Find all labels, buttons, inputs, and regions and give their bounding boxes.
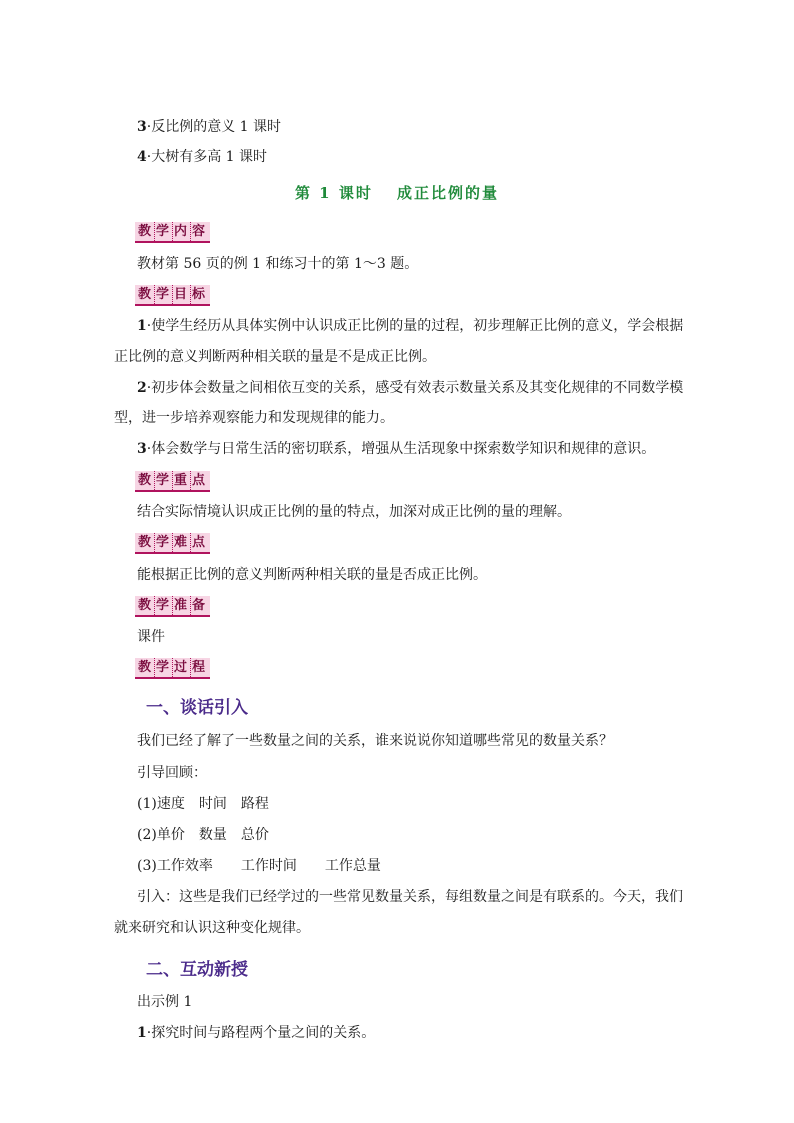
part2-show: 出示例 1 bbox=[137, 994, 193, 1010]
badge-char: 难 bbox=[174, 535, 190, 550]
section-badge-process bbox=[135, 658, 210, 679]
badge-char: 学 bbox=[156, 660, 172, 675]
prep-text: 课件 bbox=[137, 629, 165, 645]
badge-char: 学 bbox=[156, 287, 172, 302]
goal-item-continued: 型，进一步培养观察能力和发现规律的能力。 bbox=[114, 410, 394, 426]
part1-item: (1)速度 时间 路程 bbox=[137, 796, 269, 812]
lesson-list-item: 4·大树有多高 1 课时 bbox=[137, 149, 268, 165]
part1-intro: 我们已经了解了一些数量之间的关系，谁来说说你知道哪些常见的数量关系？ bbox=[137, 733, 613, 749]
key-text: 结合实际情境认识成正比例的量的特点，加深对成正比例的量的理解。 bbox=[137, 504, 571, 520]
badge-char: 程 bbox=[192, 660, 208, 675]
part1-lead: 引入：这些是我们已经学过的一些常见数量关系，每组数量之间是有联系的。今天，我们 bbox=[137, 889, 683, 905]
goal-item: 1·使学生经历从具体实例中认识成正比例的量的过程，初步理解正比例的意义，学会根据 bbox=[137, 318, 684, 334]
part2-heading: 二、互动新授 bbox=[146, 960, 248, 980]
difficulty-text: 能根据正比例的意义判断两种相关联的量是否成正比例。 bbox=[137, 567, 487, 583]
goal-item: 3·体会数学与日常生活的密切联系，增强从生活现象中探索数学知识和规律的意识。 bbox=[137, 441, 656, 457]
badge-char: 点 bbox=[192, 473, 208, 488]
badge-char: 备 bbox=[192, 598, 208, 613]
badge-char: 学 bbox=[156, 224, 172, 239]
lesson-list-item: 3·反比例的意义 1 课时 bbox=[137, 119, 282, 135]
badge-char: 准 bbox=[174, 598, 190, 613]
badge-char: 过 bbox=[174, 660, 190, 675]
badge-char: 内 bbox=[174, 224, 190, 239]
badge-char: 教 bbox=[138, 598, 154, 613]
badge-char: 重 bbox=[174, 473, 190, 488]
section-badge-content bbox=[135, 222, 210, 243]
badge-char: 点 bbox=[192, 535, 208, 550]
goal-item: 2·初步体会数量之间相依互变的关系，感受有效表示数量关系及其变化规律的不同数学模 bbox=[137, 380, 684, 396]
badge-char: 教 bbox=[138, 473, 154, 488]
badge-char: 学 bbox=[156, 535, 172, 550]
lesson-title: 第 1 课时 成正比例的量 bbox=[294, 184, 500, 202]
section-badge-difficulty bbox=[135, 533, 210, 554]
badge-char: 教 bbox=[138, 224, 154, 239]
section-badge-prep bbox=[135, 596, 210, 617]
content-text: 教材第 56 页的例 1 和练习十的第 1～3 题。 bbox=[137, 256, 419, 272]
section-badge-key bbox=[135, 471, 210, 492]
badge-char: 教 bbox=[138, 535, 154, 550]
section-badge-goals bbox=[135, 285, 210, 306]
part1-heading: 一、谈话引入 bbox=[146, 698, 248, 718]
part1-item: (2)单价 数量 总价 bbox=[137, 827, 269, 843]
badge-char: 教 bbox=[138, 660, 154, 675]
goal-item-continued: 正比例的意义判断两种相关联的量是不是成正比例。 bbox=[114, 349, 436, 365]
badge-char: 学 bbox=[156, 598, 172, 613]
part1-review-label: 引导回顾： bbox=[137, 765, 207, 781]
part2-step: 1·探究时间与路程两个量之间的关系。 bbox=[137, 1025, 376, 1041]
badge-char: 标 bbox=[192, 287, 208, 302]
badge-char: 容 bbox=[192, 224, 208, 239]
badge-char: 目 bbox=[174, 287, 190, 302]
part1-item: (3)工作效率 工作时间 工作总量 bbox=[137, 858, 381, 874]
part1-lead-continued: 就来研究和认识这种变化规律。 bbox=[114, 920, 310, 936]
badge-char: 学 bbox=[156, 473, 172, 488]
badge-char: 教 bbox=[138, 287, 154, 302]
